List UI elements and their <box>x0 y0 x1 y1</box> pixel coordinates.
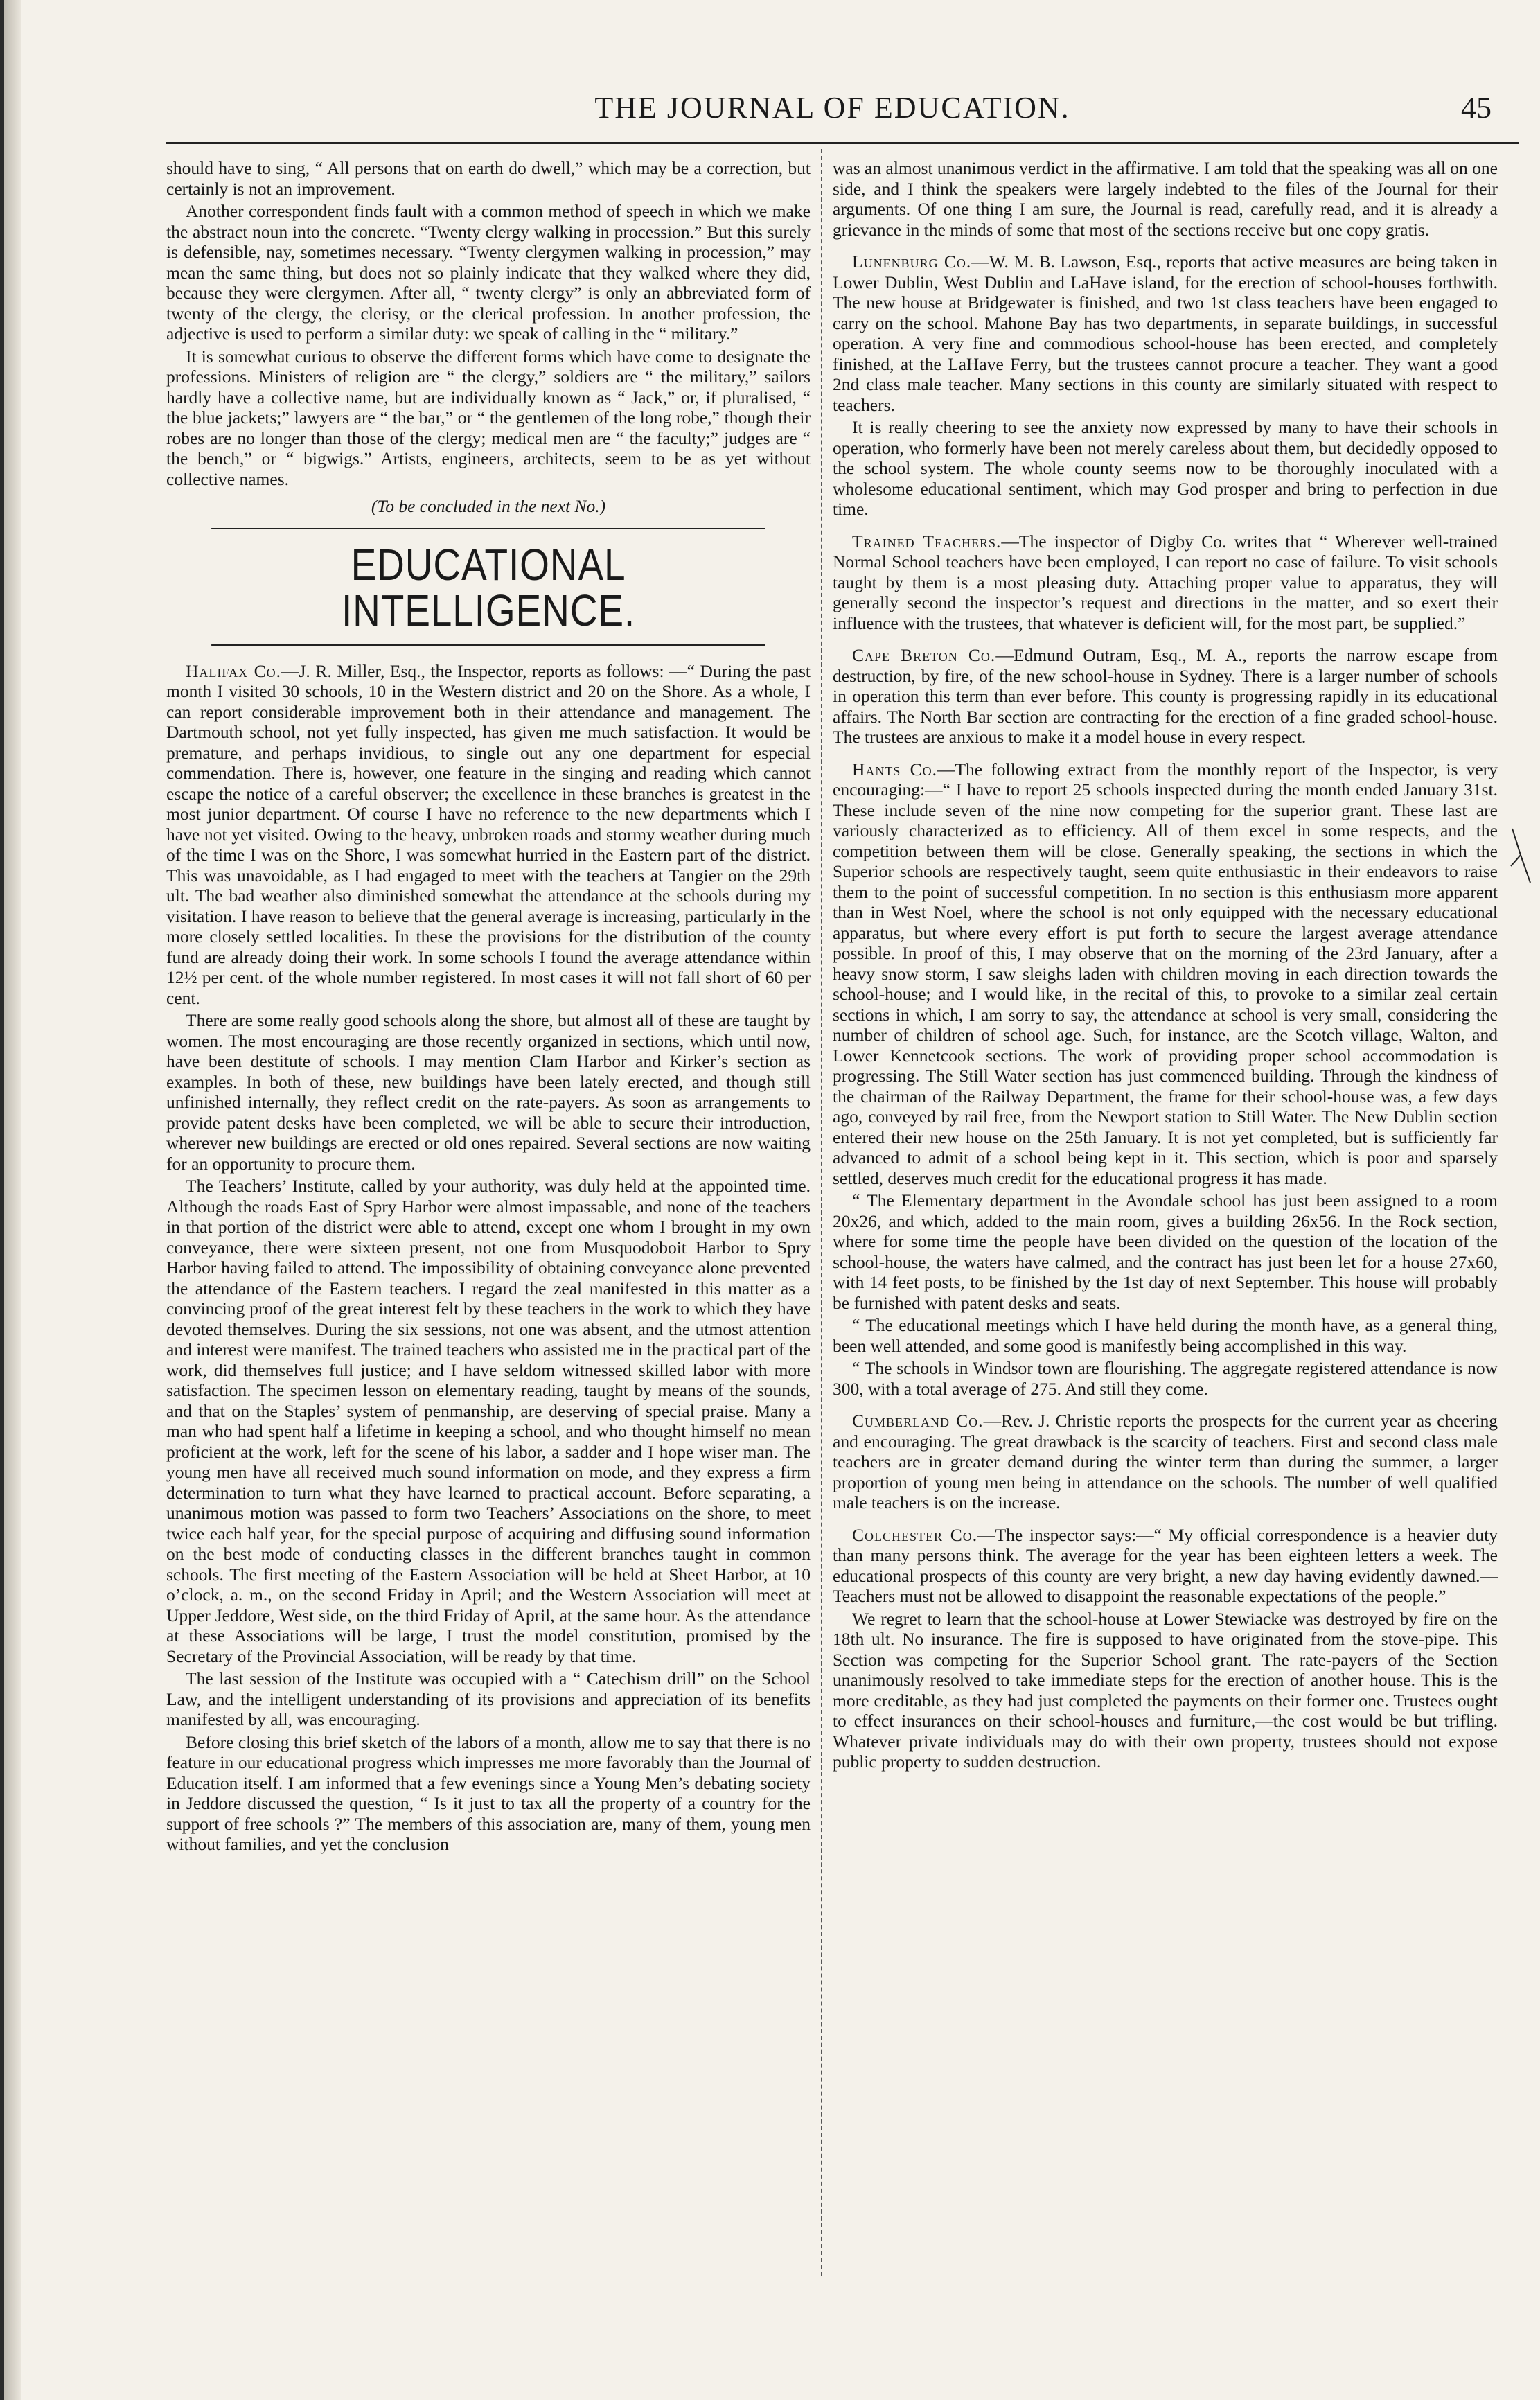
county-name: Hants Co. <box>852 759 937 779</box>
journal-title: THE JOURNAL OF EDUCATION. <box>594 91 1070 125</box>
paragraph-text: —The inspector of Digby Co. writes that “ Wherever well-trained Normal School teachers have been employed, I can report no case of failure. To visit schools taught by them is a most pleasing duty. Attaching proper value to apparatus, they will generally second the inspector’s request and directions in the matter, and so exert their influence with the trustees, that whatever is deficient will, for the most part, be supplied.” <box>833 531 1498 633</box>
paragraph-lunenburg <box>833 252 1498 415</box>
left-column <box>166 158 811 2285</box>
paragraph: “ The educational meetings which I have held during the month have, as a general thing, been well attended, and some good is manifestly being accomplished in this way. <box>833 1315 1498 1356</box>
paragraph-halifax <box>166 661 811 1009</box>
page-number: 45 <box>1461 91 1492 125</box>
paragraph: We regret to learn that the school-house at Lower Stewiacke was destroyed by fire on the 18th ult. No insurance. The fire is supposed to have originated from the stove-pipe. This Section was competing for the Superior School grant. The rate-payers of the Section unanimously resolved to take immediate steps for the erection of another house. This is the more creditable, as they had just completed the payments on their former one. Trustees ought to effect insurances on their school-houses and furniture,—the cost would be but trifling. Whatever private individuals may do with their own property, trustees should not expose public property to sudden destruction. <box>833 1608 1498 1772</box>
paragraph-text: —Edmund Outram, Esq., M. A., reports the narrow escape from destruction, by fire, of the new school-house in Sydney. There is a larger number of schools in operation this term than ever before. This county is progressing rapidly in its educational affairs. The North Bar section are contracting for the erection of a fine graded school-house. The trustees are anxious to make it a model house in every respect. <box>833 645 1498 747</box>
binding-edge <box>0 0 21 2400</box>
header-rule <box>166 142 1519 144</box>
paragraph: It is really cheering to see the anxiety now expressed by many to have their schools in operation, who formerly have been not merely careless about them, but decidedly opposed to the school system. The whole county seems now to be thoroughly inoculated with a wholesome educational sentiment, which may God prosper and bring to perfection in due time. <box>833 417 1498 519</box>
paragraph-text: —J. R. Miller, Esq., the Inspector, reports as follows: —“ During the past month I visited 30 schools, 10 in the Western district and 20 on the Shore. As a whole, I can report considerable improvement both in their attendance and management. The Dartmouth school, not yet fully inspected, has given me much satisfaction. It would be premature, and perhaps invidious, to single out any one department for especial commendation. There is, however, one feature in the singing and reading which cannot escape the notice of a careful observer; the excellence in these branches is greatest in the most junior department. Of course I have no reference to the new departments which I have not yet visited. Owing to the heavy, unbroken roads and stormy weather during much of the time I was on the Shore, I was somewhat hurried in the Eastern part of the district. This was unavoidable, as I had engaged to meet with the teachers at Tangier on the 29th ult. The bad weather also diminished somewhat the attendance at the schools during my visitation. I have reason to believe that the general average is increasing, particularly in the more closely settled localities. In these the provisions for the distribution of the county fund are already doing their work. In some schools I found the average attendance within 12½ per cent. of the whole number registered. In most cases it will not fall short of 60 per cent. <box>166 660 811 1008</box>
page-header <box>166 90 1498 139</box>
continuation-note: (To be concluded in the next No.) <box>371 496 606 516</box>
county-name: Halifax Co. <box>186 660 281 681</box>
spacer <box>833 750 1498 759</box>
column-divider <box>821 149 822 2276</box>
paragraph-trained-teachers <box>833 531 1498 634</box>
county-name: Cumberland Co. <box>852 1411 984 1431</box>
spacer <box>833 242 1498 252</box>
paragraph-text: —The inspector says:—“ My official correspondence is a heavier duty than many persons think. The average for the year has been eighteen letters a week. The educational prospects of this county are very bright, a new day having evidently dawned.—Teachers must not be allowed to disappoint the reasonable expectations of the people.” <box>833 1524 1498 1606</box>
paragraph: It is somewhat curious to observe the different forms which have come to designate the professions. Ministers of religion are “ the clergy,” soldiers are “ the military,” sailors hardly have a collective name, but are individually known as “ Jack,” or, if pluralised, “ the blue jackets;” lawyers are “ the bar,” or “ the gentlemen of the long robe,” though their robes are no longer than those of the clergy; medical men are “ the faculty;” judges are “ the bench,” or “ bigwigs.” Artists, engineers, architects, seem to be as yet without collective names. <box>166 346 811 489</box>
paragraph: There are some really good schools along the shore, but almost all of these are taught by women. The most encouraging are those recently organized in sections, which until now, have been destitute of schools. I may mention Clam Harbor and Kirker’s section as examples. In both of these, new buildings have been lately erected, and though still unfinished internally, they reflect credit on the rate-payers. As soon as arrangements to provide patent desks have been completed, we will be able to secure their introduction, wherever new buildings are erected or old ones repaired. Several sections are now waiting for an opportunity to procure them. <box>166 1010 811 1174</box>
paragraph-colchester <box>833 1525 1498 1607</box>
spacer <box>833 635 1498 645</box>
margin-mark <box>1507 824 1534 887</box>
paragraph: was an almost unanimous verdict in the affirmative. I am told that the speaking was all on one side, and I think the speakers were largely indebted to the files of the Journal for their arguments. Of one thing I am sure, the Journal is read, carefully read, and it is already a grievance in the minds of some that most of the sections receive but one copy gratis. <box>833 158 1498 240</box>
county-name: Lunenburg Co. <box>852 252 972 272</box>
paragraph-text: —The following extract from the monthly report of the Inspector, is very encouraging:—“ I have to report 25 schools inspected during the month ended January 31st. These include seven of the nine now competing for the superior grant. These last are variously characterized as to efficiency. All of them excel in some respects, and the competition between them will be close. Generally speaking, the sections in which the Superior schools are respectively taught, seem quite enthusiastic in their endeavors to raise them to the point of successful competition. In no section is this enthusiasm more apparent than in West Noel, where the school is not only equipped with the necessary educational apparatus, but where every effort is put forth to secure the largest average attendance possible. In proof of this, I may observe that on the morning of the 23rd January, after a heavy snow storm, I saw sleighs laden with children moving in each direction towards the school-house; and I would like, in the recital of this, to provoke to a similar zeal certain sections in which, I am sorry to say, the attendance at school is very small, considering the number of children of school age. Such, for instance, are the Scotch village, Walton, and Lower Kennetcook sections. The work of providing proper school accommodation is progressing. The Still Water section has just commenced building. Through the kindness of the chairman of the Railway Department, the frame for their school-house was, a few days ago, conveyed by rail free, from the Newport station to Still Water. The New Dublin section entered their new house on the 25th January. It is not yet completed, but is sufficiently far advanced to admit of a school being kept in it. This section, which is poor and sparsely settled, deserves much credit for the educational progress it has made. <box>833 759 1498 1188</box>
county-name: Cape Breton Co. <box>852 645 996 665</box>
right-column <box>833 158 1498 2285</box>
paragraph: Another correspondent finds fault with a common method of speech in which we make the abstract noun into the concrete. “Twenty clergy walking in procession.” But this surely is defensible, nay, sometimes necessary. “Twenty clergymen walking in procession,” may mean the same thing, but does not so plainly indicate that they walked where they did, because they were clergymen. After all, “ twenty clergy” is only an abbreviated form of twenty of the clergy, the clerisy, or the clerical profession. In another profession, the adjective is used to perform a similar duty: we speak of calling in the “ military.” <box>166 201 811 344</box>
paragraph-text: —W. M. B. Lawson, Esq., reports that active measures are being taken in Lower Dublin, West Dublin and LaHave island, for the erection of school-houses forthwith. The new house at Bridgewater is finished, and two 1st class teachers have been engaged to carry on the school. Mahone Bay has two departments, in separate buildings, in successful operation. A very fine and commodious school-house has been erected, and completely finished, at the LaHave Ferry, but the trustees cannot procure a teacher. They want a good 2nd class male teacher. Many sections in this county are similarly situated with respect to teachers. <box>833 252 1498 415</box>
paragraph: Before closing this brief sketch of the labors of a month, allow me to say that there is no feature in our educational progress which impresses me more favorably than the Journal of Education itself. I am informed that a few evenings since a Young Men’s debating society in Jeddore discussed the question, “ Is it just to tax all the property of a country for the support of free schools ?” The members of this association are, many of them, young men without families, and yet the conclusion <box>166 1731 811 1854</box>
county-name: Colchester Co. <box>852 1524 978 1545</box>
paragraph: The last session of the Institute was occupied with a “ Catechism drill” on the School Law, and the intelligent understanding of its provisions and appreciation of its benefits manifested by all, was encouraging. <box>166 1668 811 1729</box>
paragraph: The Teachers’ Institute, called by your authority, was duly held at the appointed time. Although the roads East of Spry Harbor were almost impassable, and none of the teachers in that portion of the district were able to attend, except one whom I brought in my own conveyance, there were sixteen present, not one from Musquodoboit Harbor to Spry Harbor having failed to attend. The impossibility of obtaining conveyance alone prevented the attendance of the Eastern teachers. I regard the zeal manifested in this matter as a convincing proof of the great interest felt by these teachers in the work to which they have devoted themselves. During the six sessions, not one was absent, and the utmost attention and interest were manifest. The trained teachers who assisted me in the practical part of the work, did themselves full justice; and I have seldom witnessed skilled labor with more satisfaction. The specimen lesson on elementary reading, taught by means of the sounds, and that on the Staples’ system of penmanship, are deserving of special praise. Many a man who had spent half a lifetime in keeping a school, and who thought himself no mean proficient at the work, left for the scene of his labor, a sadder and I hope wiser man. The young men have all received much sound information on mode, and they express a firm determination to turn what they have learned to practical account. Before separating, a unanimous motion was passed to form two Teachers’ Associations on the shore, to meet twice each half year, for the special purpose of acquiring and diffusing sound information on the best mode of conducting classes in the different branches taught in common schools. The first meeting of the Eastern Association will be held at Sheet Harbor, at 10 o’clock, a. m., on the second Friday in April; and the Western Association will meet at Upper Jeddore, West side, on the third Friday of April, at the same hour. As the attendance at these Associations will be large, I trust the model constitution, promised by the Secretary of the Provincial Association, will be ready by that time. <box>166 1176 811 1666</box>
spacer <box>833 1401 1498 1411</box>
spacer <box>833 1515 1498 1525</box>
paragraph-cape-breton <box>833 645 1498 748</box>
paragraph: “ The schools in Windsor town are flourishing. The aggregate registered attendance is now 300, with a total average of 275. And still they come. <box>833 1358 1498 1399</box>
paragraph-cumberland <box>833 1411 1498 1513</box>
topic-name: Trained Teachers. <box>852 531 1002 552</box>
spacer <box>833 522 1498 531</box>
paragraph-hants <box>833 759 1498 1189</box>
paragraph: should have to sing, “ All persons that on earth do dwell,” which may be a correction, but certainly is not an improvement. <box>166 158 811 199</box>
paragraph-text: —Rev. J. Christie reports the prospects for the current year as cheering and encouraging. The great drawback is the scarcity of teachers. First and second class male teachers are in greater demand during the winter term than during the summer, a larger proportion of young men being in attendance on the schools. The number of well qualified male teachers is on the increase. <box>833 1411 1498 1512</box>
section-heading: EDUCATIONAL INTELLIGENCE. <box>211 528 765 646</box>
paragraph: “ The Elementary department in the Avondale school has just been assigned to a room 20x26, and which, added to the main room, gives a building 26x56. In the Rock section, where for some time the people have been divided on the question of the location of the school-house, the waters have calmed, and the contract has just been let for a house 27x60, with 14 feet posts, to be finished by the 1st day of next September. This house will probably be furnished with patent desks and seats. <box>833 1190 1498 1313</box>
